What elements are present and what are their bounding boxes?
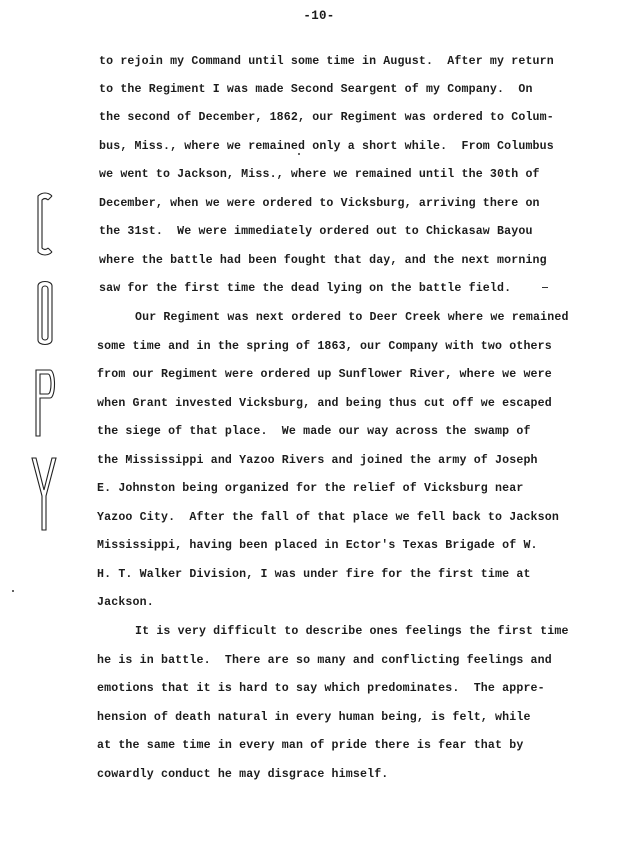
text-line: where the battle had been fought that day, and the next morning [99,254,547,267]
text-line: cowardly conduct he may disgrace himself. [97,768,389,781]
text-line: It is very difficult to describe ones feelings the first time [135,625,569,638]
text-line: the second of December, 1862, our Regiment was ordered to Colum- [99,111,554,124]
text-line: H. T. Walker Division, I was under fire for the first time at [97,568,531,581]
text-line: he is in battle. There are so many and conflicting feelings and [97,654,552,667]
text-line: the Mississippi and Yazoo Rivers and joined the army of Joseph [97,454,538,467]
scan-speck [298,153,300,155]
text-line: Yazoo City. After the fall of that place we fell back to Jackson [97,511,559,524]
text-line: December, when we were ordered to Vicksburg, arriving there on [99,197,540,210]
text-line: the 31st. We were immediately ordered out to Chickasaw Bayou [99,225,533,238]
text-line: we went to Jackson, Miss., where we remained until the 30th of [99,168,540,181]
text-line: Mississippi, having been placed in Ector's Texas Brigade of W. [97,539,538,552]
text-line: Jackson. [97,596,154,609]
text-line: when Grant invested Vicksburg, and being thus cut off we escaped [97,397,552,410]
scan-speck [542,287,548,288]
page-number: -10- [303,9,335,23]
text-line: saw for the first time the dead lying on the battle field. [99,282,512,295]
text-line: bus, Miss., where we remained only a short while. From Columbus [99,140,554,153]
text-line: at the same time in every man of pride there is fear that by [97,739,524,752]
text-line: emotions that it is hard to say which predominates. The appre- [97,682,545,695]
text-line: E. Johnston being organized for the relief of Vicksburg near [97,482,524,495]
text-line: from our Regiment were ordered up Sunflower River, where we were [97,368,552,381]
text-line: Our Regiment was next ordered to Deer Creek where we remained [135,311,569,324]
text-line: hension of death natural in every human being, is felt, while [97,711,531,724]
scan-speck [12,590,14,592]
text-line: some time and in the spring of 1863, our Company with two others [97,340,552,353]
text-line: to the Regiment I was made Second Seargent of my Company. On [99,83,533,96]
text-line: to rejoin my Command until some time in August. After my return [99,55,554,68]
text-line: the siege of that place. We made our way across the swamp of [97,425,531,438]
